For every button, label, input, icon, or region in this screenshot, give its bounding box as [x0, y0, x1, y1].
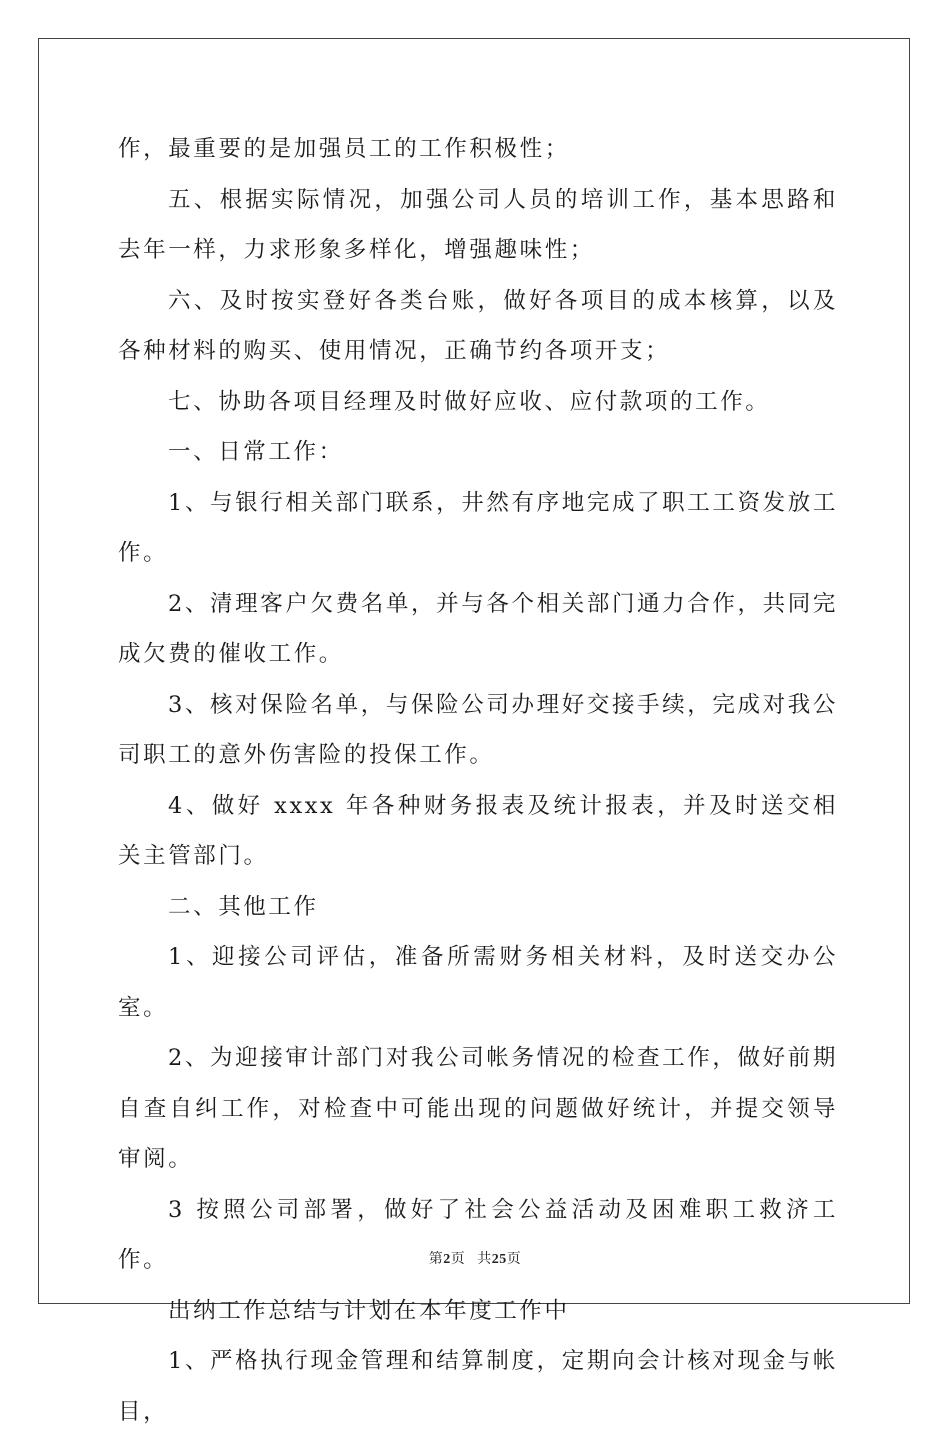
current-page-number: 2 — [443, 1252, 451, 1267]
paragraph: 3、核对保险名单，与保险公司办理好交接手续，完成对我公司职工的意外伤害险的投保工作。 — [118, 691, 838, 768]
paragraph: 1、严格执行现金管理和结算制度，定期向会计核对现金与帐目， — [118, 1348, 838, 1425]
total-page-number: 25 — [491, 1252, 507, 1267]
paragraph: 作，最重要的是加强员工的工作积极性； — [118, 136, 570, 162]
page-footer — [0, 1248, 950, 1268]
paragraph: 六、及时按实登好各类台账，做好各项目的成本核算，以及各种材料的购买、使用情况，正确节约各项开支； — [118, 287, 838, 364]
paragraph: 出纳工作总结与计划在本年度工作中 — [168, 1297, 570, 1324]
section-heading: 一、日常工作： — [168, 439, 344, 465]
paragraph: 4、做好 xxxx 年各种财务报表及统计报表，并及时送交相关主管部门。 — [118, 792, 838, 869]
paragraph: 1、与银行相关部门联系，井然有序地完成了职工工资发放工作。 — [118, 489, 838, 566]
page-unit: 页 — [450, 1252, 466, 1267]
paragraph: 五、根据实际情况，加强公司人员的培训工作，基本思路和去年一样，力求形象多样化，增强趣味性； — [118, 186, 838, 263]
paragraph: 2、清理客户欠费名单，并与各个相关部门通力合作，共同完成欠费的催收工作。 — [118, 590, 838, 667]
paragraph: 2、为迎接审计部门对我公司帐务情况的检查工作，做好前期自查自纠工作，对检查中可能出现的问题做好统计，并提交领导审阅。 — [118, 1045, 838, 1172]
total-prefix: 共 — [477, 1252, 492, 1267]
section-heading: 二、其他工作 — [168, 893, 319, 920]
page-prefix: 第 — [428, 1252, 444, 1267]
document-body — [118, 124, 838, 1437]
total-unit: 页 — [506, 1252, 522, 1267]
paragraph: 七、协助各项目经理及时做好应收、应付款项的工作。 — [168, 388, 771, 415]
paragraph: 1、迎接公司评估，准备所需财务相关材料，及时送交办公室。 — [118, 944, 838, 1021]
paragraph: 3 按照公司部署，做好了社会公益活动及困难职工救济工作。 — [118, 1196, 838, 1273]
